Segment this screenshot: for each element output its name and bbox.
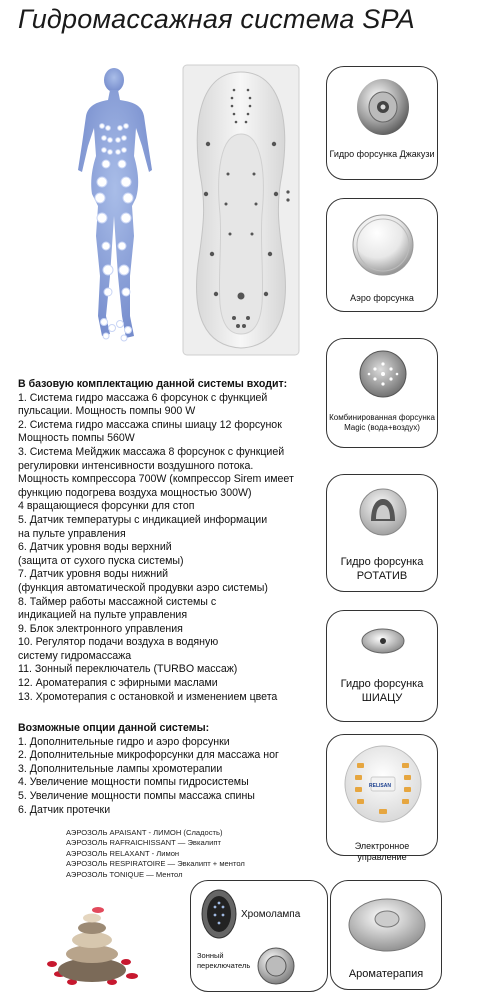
list-item: 13. Хромотерапия с остановкой и изменением цвета — [18, 690, 278, 703]
list-item: функцию подогрева воздуха мощностью 300W) — [18, 486, 252, 499]
zone-switch-label: Зонный переключатель — [197, 951, 251, 970]
list-item: индикацией на пульте управления — [18, 609, 188, 622]
list-item: 1. Дополнительные гидро и аэро форсунки — [18, 735, 230, 748]
list-item: 6. Датчик уровня воды верхний — [18, 541, 172, 554]
body-silhouette-image — [64, 66, 176, 356]
list-item: 4 вращающиеся форсунки для стоп — [18, 500, 195, 513]
list-item: 10. Регулятор подачи воздуха в водяную — [18, 636, 219, 649]
bathtub-image — [182, 64, 300, 356]
list-item: систему гидромассажа — [18, 649, 132, 662]
list-item: 9. Блок электронного управления — [18, 622, 183, 635]
list-item: 8. Таймер работы массажной системы с — [18, 595, 217, 608]
list-item: 1. Система гидро массажа 6 форсунок с функцией — [18, 391, 268, 404]
card-label: Комбинированная форсунка Magic (вода+воздух) — [329, 413, 435, 432]
list-item: 2. Дополнительные микрофорсунки для массажа ног — [18, 749, 279, 762]
list-item: АЭРОЗОЛЬ RELAXANT - Лимон — [66, 848, 180, 858]
card-aromatherapy — [330, 880, 442, 990]
list-item: АЭРОЗОЛЬ RESPIRATOIRE — Эвкалипт + ментол — [66, 859, 245, 869]
card-label: Гидро форсунка ШИАЦУ — [340, 678, 424, 704]
card-electronic-control — [326, 734, 438, 862]
chromo-lamp-label: Хромолампа — [241, 909, 301, 920]
chromo-lamp-icon — [201, 889, 237, 939]
list-item: 11. Зонный переключатель (TURBO массаж) — [18, 663, 238, 676]
hydro-jet-jacuzzi-icon — [355, 75, 411, 137]
list-item: АЭРОЗОЛЬ APAISANT - ЛИМОН (Сладость) — [66, 828, 223, 837]
aromatherapy-icon — [347, 891, 427, 953]
aerosol-list — [66, 828, 245, 880]
base-equipment-section — [18, 378, 294, 704]
page-title: Гидромассажная система SPA — [18, 4, 415, 34]
card-rotative-jet — [326, 474, 438, 592]
card-label: Ароматерапия — [348, 968, 424, 980]
card-label: Гидро форсунка РОТАТИВ — [340, 556, 424, 582]
aero-jet-icon — [351, 211, 415, 277]
magic-jet-icon — [357, 349, 409, 399]
card-aero-jet — [326, 198, 438, 312]
list-item: Мощность помпы 560W — [18, 432, 135, 445]
list-item: регулировки интенсивности воздушного потока. — [18, 459, 254, 472]
list-item: 6. Датчик протечки — [18, 803, 111, 816]
rotative-jet-icon — [357, 487, 409, 537]
list-item: 2. Система гидро массажа спины шиацу 12 форсунок — [18, 418, 282, 431]
options-heading: Возможные опции данной системы: — [18, 722, 210, 734]
options-section — [18, 722, 279, 817]
shiatsu-jet-icon — [361, 627, 405, 655]
panel-brand: RELISAN — [369, 783, 391, 789]
card-label: Электронное управление — [354, 841, 410, 862]
list-item: 5. Увеличение мощности помпы массажа спины — [18, 789, 255, 802]
list-item: Мощность компрессора 700W (компрессор Sirem имеет — [18, 473, 294, 486]
card-shiatsu-jet — [326, 610, 438, 722]
card-hydro-jet-jacuzzi — [326, 66, 438, 180]
list-item: (защита от сухого пуска системы) — [18, 554, 184, 567]
card-chromo-switch — [190, 880, 328, 992]
list-item: 3. Система Мейджик массажа 8 форсунок с функцией — [18, 445, 285, 458]
card-magic-jet — [326, 338, 438, 448]
base-heading: В базовую комплектацию данной системы входит: — [18, 378, 288, 390]
zone-switch-icon — [255, 943, 297, 989]
list-item: 12. Ароматерапия с эфирными маслами — [18, 677, 218, 690]
list-item: 3. Дополнительные лампы хромотерапии — [18, 762, 223, 775]
list-item: 7. Датчик уровня воды нижний — [18, 568, 169, 581]
list-item: 5. Датчик температуры с индикацией информации — [18, 513, 268, 526]
list-item: 4. Увеличение мощности помпы гидросистемы — [18, 776, 249, 789]
list-item: пульсации. Мощность помпы 900 W — [18, 405, 196, 418]
spa-stones-image — [42, 890, 142, 990]
card-label: Гидро форсунка Джакузи — [329, 149, 435, 159]
list-item: на пульте управления — [18, 527, 126, 540]
list-item: АЭРОЗОЛЬ RAFRAICHISSANT — Эвкалипт — [66, 838, 221, 848]
list-item: АЭРОЗОЛЬ TONIQUE — Ментол — [66, 869, 183, 879]
list-item: (функция автоматической продувки аэро системы) — [18, 581, 268, 594]
card-label: Аэро форсунка — [350, 293, 414, 303]
